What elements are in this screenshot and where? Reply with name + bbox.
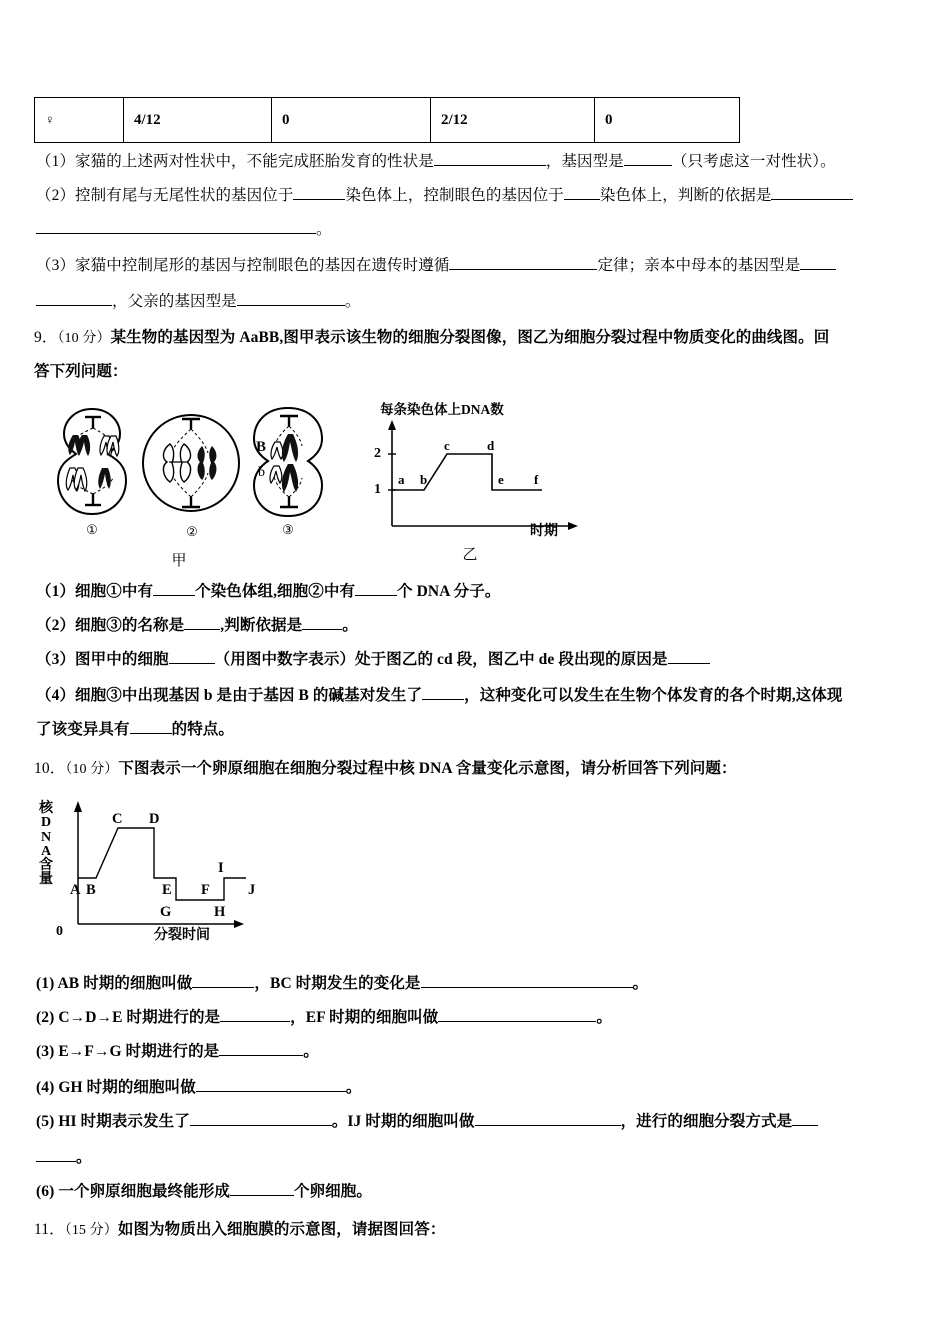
q9-item-3: （3）图甲中的细胞 （用图中数字表示）处于图乙的 cd 段，图乙中 de 段出现的原因是 (36, 648, 710, 671)
q9-item-4: （4）细胞③中出现基因 b 是由于基因 B 的碱基对发生了 ，这种变化可以发生在生物个体发育的各个时期,这体现 (36, 684, 843, 707)
answer-blank[interactable] (36, 218, 316, 234)
figure-q10-label-B: B (86, 882, 96, 898)
figure-q10-label-H: H (214, 904, 226, 920)
figure-yi-ytick-1: 1 (374, 482, 381, 497)
gene-label-b: b (258, 465, 265, 480)
figure-q10-origin: 0 (56, 924, 63, 939)
figure-yi-point-d: d (487, 438, 495, 453)
figure-q10-label-D: D (149, 811, 160, 827)
answer-blank[interactable] (449, 254, 597, 270)
q10-item-5: (5) HI 时期表示发生了 。IJ 时期的细胞叫做 ，进行的细胞分裂方式是 (36, 1110, 818, 1133)
cell-diagram-2 (136, 408, 246, 523)
figure-yi-caption: 乙 (462, 547, 478, 563)
answer-blank[interactable] (421, 972, 633, 988)
answer-blank[interactable] (36, 290, 112, 306)
answer-blank[interactable] (190, 1110, 332, 1126)
figure-yi-ytick-2: 2 (374, 446, 381, 461)
chromosome-outline-b-upper (271, 442, 283, 459)
answer-blank[interactable] (192, 972, 254, 988)
q8-item-2-cont: 。 (36, 218, 332, 241)
figure-yi (362, 398, 602, 563)
answer-blank[interactable] (422, 684, 464, 700)
chromosome-outline-x (163, 444, 190, 482)
table-cell-2: 0 (272, 98, 431, 143)
cell-label-1: ① (86, 522, 98, 537)
answer-blank[interactable] (219, 1040, 303, 1056)
genotype-table (34, 97, 740, 143)
figure-yi-point-a: a (398, 472, 405, 487)
answer-blank[interactable] (792, 1110, 818, 1126)
figure-q10-label-G: G (160, 904, 172, 920)
figure-q10-label-E: E (162, 882, 172, 898)
figure-q10-label-F: F (201, 882, 210, 898)
figure-yi-ylabel: 每条染色体上DNA数 (380, 402, 504, 417)
chromosome-outline-b-lower (270, 466, 282, 483)
chromosome-solid-upper (282, 434, 298, 462)
figure-q10-label-J: J (248, 882, 256, 898)
chromosome-outline-2 (66, 468, 86, 491)
q8-item-2: （2）控制有尾与无尾性状的基因位于 染色体上，控制眼色的基因位于 染色体上，判断的依据是 (36, 184, 853, 207)
figure-yi-point-f: f (534, 472, 539, 487)
q8-item-3: （3）家猫中控制尾形的基因与控制眼色的基因在遗传时遵循 定律；亲本中母本的基因型是 (36, 254, 836, 277)
q9-stem: 9．（10 分）某生物的基因型为 AaBB,图甲表示该生物的细胞分裂图像，图乙为细胞分裂过程中物质变化的曲线图。回 (34, 329, 830, 346)
chromosome-solid-x (198, 446, 217, 480)
answer-blank[interactable] (293, 184, 345, 200)
figure-yi-point-c: c (444, 438, 450, 453)
figure-q10 (36, 796, 326, 946)
table-cell-4: 0 (595, 98, 740, 143)
answer-blank[interactable] (800, 254, 836, 270)
chromosome-outline (100, 436, 119, 456)
answer-blank[interactable] (184, 614, 220, 630)
q9-stem-cont: 答下列问题： (34, 363, 128, 380)
answer-blank[interactable] (771, 184, 853, 200)
answer-blank[interactable] (220, 1006, 290, 1022)
answer-blank[interactable] (475, 1110, 621, 1126)
answer-blank[interactable] (438, 1006, 596, 1022)
q9-item-4-cont: 了该变异具有 的特点。 (36, 718, 234, 741)
answer-blank[interactable] (624, 150, 672, 166)
cell-diagram-1 (40, 404, 145, 519)
answer-blank[interactable] (230, 1180, 294, 1196)
q10-stem: 10．（10 分）下图表示一个卵原细胞在细胞分裂过程中核 DNA 含量变化示意图，请分析回答下列问题： (34, 760, 737, 777)
answer-blank[interactable] (153, 580, 195, 596)
q8-item-3-cont: ，父亲的基因型是 。 (36, 290, 360, 313)
figure-q10-label-I: I (218, 860, 224, 876)
chromosome-solid-lower (282, 464, 298, 492)
answer-blank[interactable] (355, 580, 397, 596)
figure-jia-caption: 甲 (171, 553, 187, 569)
answer-blank[interactable] (302, 614, 342, 630)
figure-yi-point-b: b (420, 472, 428, 487)
figure-yi-point-e: e (498, 472, 504, 487)
q10-item-4: (4) GH 时期的细胞叫做 。 (36, 1076, 361, 1099)
table-cell-female-symbol: ♀ (35, 98, 124, 143)
q10-item-1: (1) AB 时期的细胞叫做 ，BC 时期发生的变化是 。 (36, 972, 648, 995)
answer-blank[interactable] (169, 648, 215, 664)
cell-label-3: ③ (282, 522, 294, 537)
q10-item-3: (3) E→F→G 时期进行的是 。 (36, 1040, 319, 1063)
q9-item-1: （1）细胞①中有 个染色体组,细胞②中有 个 DNA 分子。 (36, 580, 500, 603)
figure-yi-xlabel: 时期 (530, 524, 558, 539)
figure-q10-label-C: C (112, 811, 123, 827)
q10-item-5-cont: 。 (36, 1146, 92, 1169)
answer-blank[interactable] (36, 1146, 76, 1162)
cell-diagram-3 (234, 404, 342, 522)
figure-jia (38, 404, 348, 569)
q11-stem: 11．（15 分）如图为物质出入细胞膜的示意图，请据图回答： (34, 1221, 446, 1238)
answer-blank[interactable] (196, 1076, 346, 1092)
answer-blank[interactable] (237, 290, 345, 306)
q8-item-1: （1）家猫的上述两对性状中，不能完成胚胎发育的性状是 ，基因型是 （只考虑这一对性状）。 (36, 150, 836, 173)
figure-q10-label-A: A (70, 882, 81, 898)
figure-q10-ylabel: 核 D N A 含 量 (39, 801, 53, 888)
table-cell-1: 4/12 (124, 98, 272, 143)
answer-blank[interactable] (564, 184, 600, 200)
q10-item-6: (6) 一个卵原细胞最终能形成 个卵细胞。 (36, 1180, 372, 1203)
answer-blank[interactable] (434, 150, 546, 166)
answer-blank[interactable] (130, 718, 172, 734)
chromosome-solid-2 (98, 468, 111, 489)
q9-item-2: （2）细胞③的名称是 ,判断依据是 。 (36, 614, 358, 637)
chromosome-solid (68, 435, 90, 456)
answer-blank[interactable] (668, 648, 710, 664)
table-cell-3: 2/12 (431, 98, 595, 143)
table-row (35, 98, 740, 143)
figure-q10-xlabel: 分裂时间 (154, 928, 210, 943)
cell-label-2: ② (186, 524, 198, 539)
gene-label-B: B (256, 439, 267, 455)
figure-q10-chart (56, 796, 306, 941)
q10-item-2: (2) C→D→E 时期进行的是 ，EF 时期的细胞叫做 。 (36, 1006, 612, 1029)
